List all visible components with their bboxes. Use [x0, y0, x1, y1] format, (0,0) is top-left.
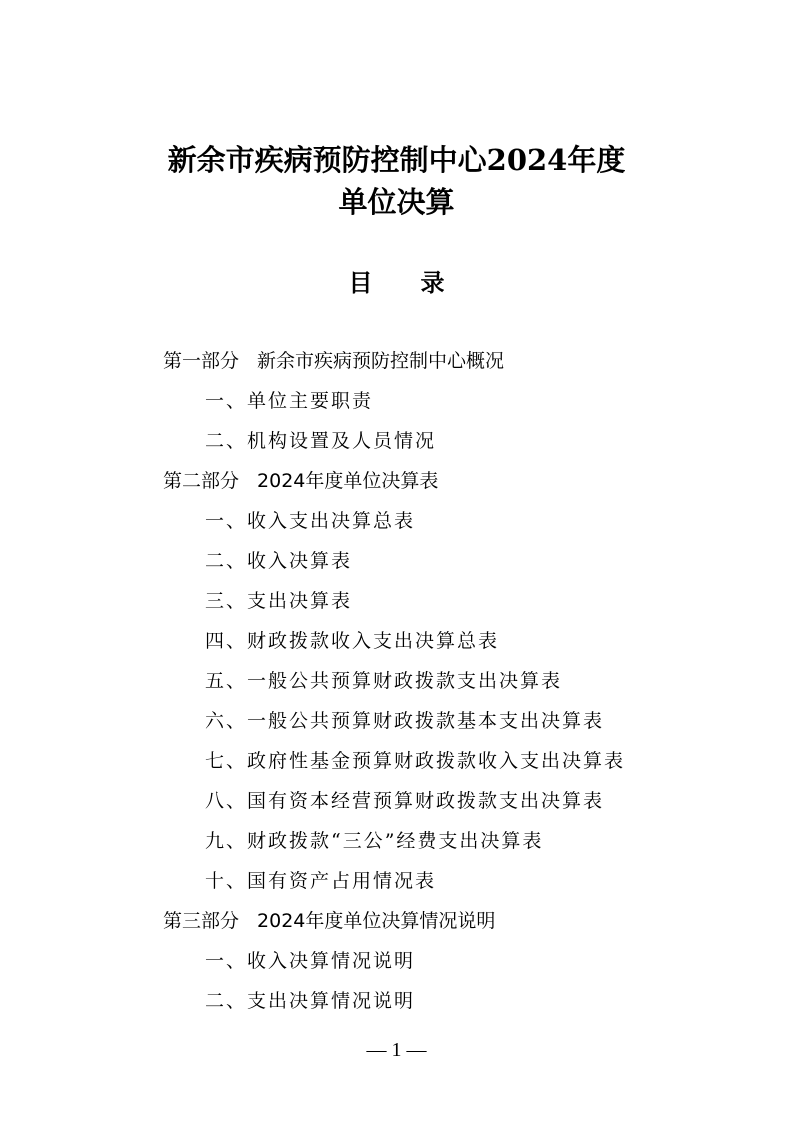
document-title-line-1: 新余市疾病预防控制中心2024年度 [167, 143, 626, 177]
page-number: — 1 — [366, 1039, 427, 1061]
toc-part-title: 2024年度单位决算情况说明 [257, 910, 496, 932]
toc-item[interactable]: 八、国有资本经营预算财政拨款支出决算表 [205, 790, 605, 812]
toc-part-title: 新余市疾病预防控制中心概况 [257, 350, 505, 372]
toc-part-2[interactable] [163, 466, 438, 496]
toc-item[interactable]: 一、收入支出决算总表 [205, 510, 416, 532]
toc-part-label: 第一部分 [163, 350, 240, 372]
toc-item[interactable]: 二、收入决算表 [205, 550, 353, 572]
toc-part-label: 第三部分 [163, 910, 240, 932]
toc-item[interactable]: 九、财政拨款“三公”经费支出决算表 [205, 830, 544, 852]
toc-heading: 目录 [348, 268, 493, 297]
toc-item[interactable]: 二、支出决算情况说明 [205, 990, 416, 1012]
toc-part-1[interactable] [163, 346, 504, 376]
toc-part-label: 第二部分 [163, 470, 240, 492]
toc-item[interactable]: 一、单位主要职责 [205, 390, 374, 412]
toc-item[interactable]: 五、一般公共预算财政拨款支出决算表 [205, 670, 563, 692]
toc-item[interactable]: 一、收入决算情况说明 [205, 950, 416, 972]
toc-item[interactable]: 三、支出决算表 [205, 590, 353, 612]
toc-part-3[interactable] [163, 906, 495, 936]
toc-item[interactable]: 二、机构设置及人员情况 [205, 430, 437, 452]
toc-part-title: 2024年度单位决算表 [257, 470, 439, 492]
toc-item[interactable]: 七、政府性基金预算财政拨款收入支出决算表 [205, 750, 626, 772]
document-title-line-2: 单位决算 [338, 185, 455, 219]
toc-item[interactable]: 四、财政拨款收入支出决算总表 [205, 630, 500, 652]
toc-item[interactable]: 六、一般公共预算财政拨款基本支出决算表 [205, 710, 605, 732]
toc-item[interactable]: 十、国有资产占用情况表 [205, 870, 437, 892]
